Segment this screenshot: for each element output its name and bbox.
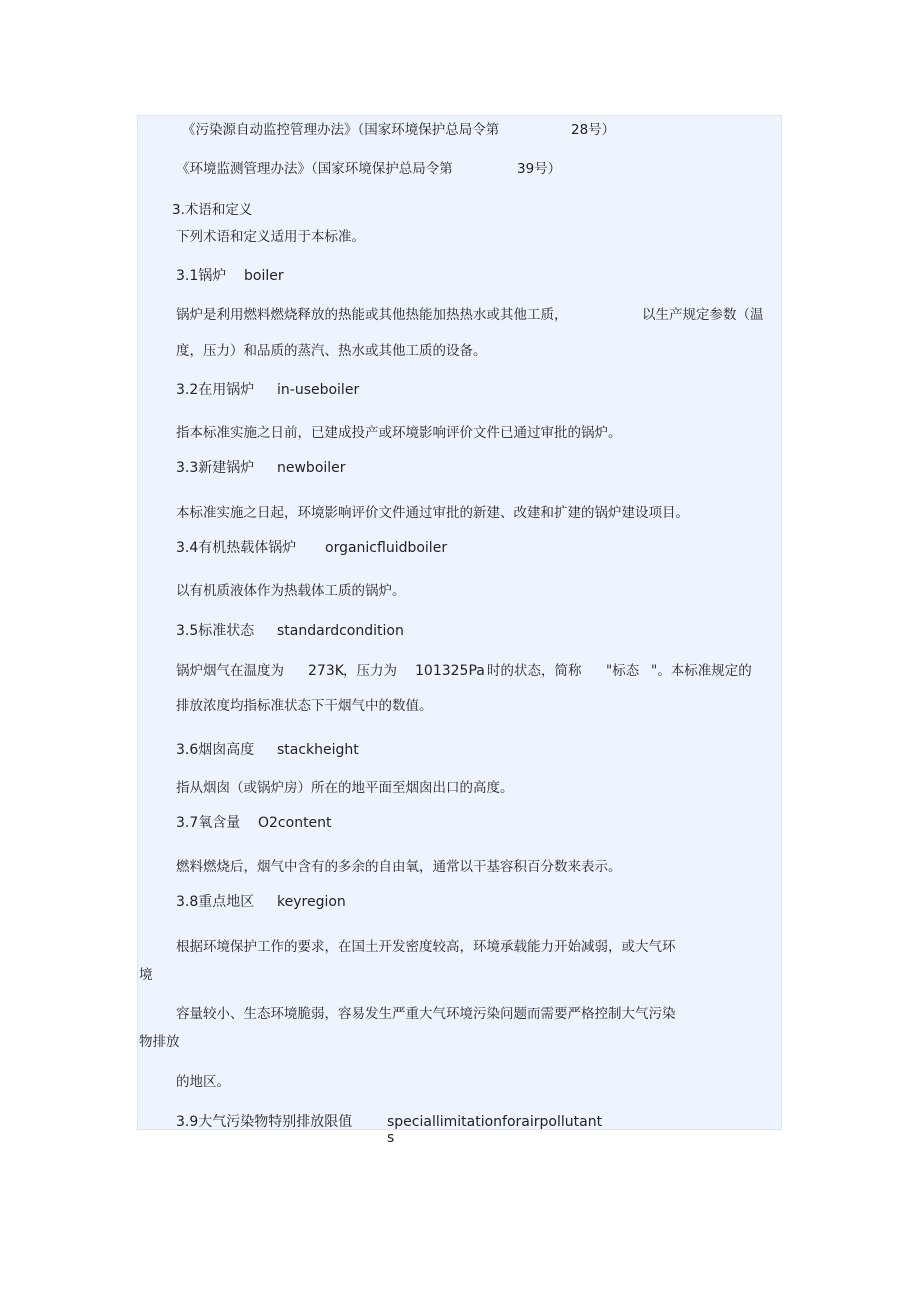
definition-3-8-line-1: 根据环境保护工作的要求，在国土开发密度较高，环境承载能力开始减弱，或大气环	[176, 939, 676, 955]
definition-3-3: 本标准实施之日起，环境影响评价文件通过审批的新建、改建和扩建的锅炉建设项目。	[176, 505, 689, 521]
definition-3-1-line-1: 锅炉是利用燃料燃烧释放的热能或其他热能加热热水或其他工质，	[176, 307, 568, 323]
term-3-4-en: organicfluidboiler	[325, 540, 448, 556]
term-3-6: 3.6烟囱高度	[176, 742, 255, 758]
term-3-5: 3.5标准状态	[176, 623, 255, 639]
definition-3-5-temperature: 273K	[308, 663, 344, 679]
term-3-1: 3.1锅炉	[176, 268, 227, 284]
term-3-8: 3.8重点地区	[176, 894, 255, 910]
section-intro: 下列术语和定义适用于本标准。	[176, 229, 365, 245]
term-3-7-en: O2content	[258, 815, 332, 831]
definition-3-5-part-1: 锅炉烟气在温度为	[176, 663, 284, 679]
definition-3-8-line-1-wrap: 境	[139, 967, 153, 983]
definition-3-8-line-2-wrap: 物排放	[139, 1034, 180, 1050]
definition-3-8-line-3: 的地区。	[176, 1074, 230, 1090]
term-3-2: 3.2在用锅炉	[176, 382, 255, 398]
term-3-1-en: boiler	[244, 268, 284, 284]
reference-2-number: 39号）	[517, 161, 562, 177]
reference-1	[182, 121, 499, 139]
definition-3-5-pressure: 101325Pa	[415, 663, 485, 679]
term-3-5-en: standardcondition	[277, 623, 404, 639]
reference-1-number: 28号）	[571, 122, 616, 138]
definition-3-5-part-2: ，压力为	[343, 663, 397, 679]
definition-3-5-part-4: "标态	[606, 663, 640, 679]
term-3-3: 3.3新建锅炉	[176, 460, 255, 476]
definition-3-7: 燃料燃烧后，烟气中含有的多余的自由氧，通常以干基容积百分数来表示。	[176, 859, 622, 875]
reference-title: 《污染源自动监控管理办法》（国家环境保护总局令第	[182, 122, 500, 138]
section-heading: 3.术语和定义	[172, 202, 253, 218]
term-3-8-en: keyregion	[277, 894, 346, 910]
term-3-6-en: stackheight	[277, 742, 359, 758]
definition-3-1-line-1b: 以生产规定参数（温	[642, 307, 764, 323]
definition-3-1-line-2: 度，压力）和品质的蒸汽、热水或其他工质的设备。	[176, 343, 487, 359]
reference-title: 《环境监测管理办法》（国家环境保护总局令第	[176, 161, 453, 177]
term-3-9: 3.9大气污染物特别排放限值	[176, 1114, 353, 1130]
term-3-2-en: in-useboiler	[277, 382, 360, 398]
term-3-3-en: newboiler	[277, 460, 346, 476]
definition-3-5-part-3: 时的状态，简称	[487, 663, 582, 679]
term-3-4: 3.4有机热载体锅炉	[176, 540, 297, 556]
definition-3-4: 以有机质液体作为热载体工质的锅炉。	[176, 583, 406, 599]
term-3-9-en-wrap: s	[387, 1130, 395, 1146]
definition-3-5-line-2: 排放浓度均指标准状态下干烟气中的数值。	[176, 698, 433, 714]
definition-3-6: 指从烟囱（或锅炉房）所在的地平面至烟囱出口的高度。	[176, 780, 514, 796]
term-3-7: 3.7氧含量	[176, 815, 241, 831]
definition-3-8-line-2: 容量较小、生态环境脆弱，容易发生严重大气环境污染问题而需要严格控制大气污染	[176, 1006, 676, 1022]
term-3-9-en: speciallimitationforairpollutant	[387, 1114, 603, 1130]
reference-2	[176, 160, 453, 178]
definition-3-5-part-5: "。本标准规定的	[651, 663, 752, 679]
definition-3-2: 指本标准实施之日前，已建成投产或环境影响评价文件已通过审批的锅炉。	[176, 425, 622, 441]
